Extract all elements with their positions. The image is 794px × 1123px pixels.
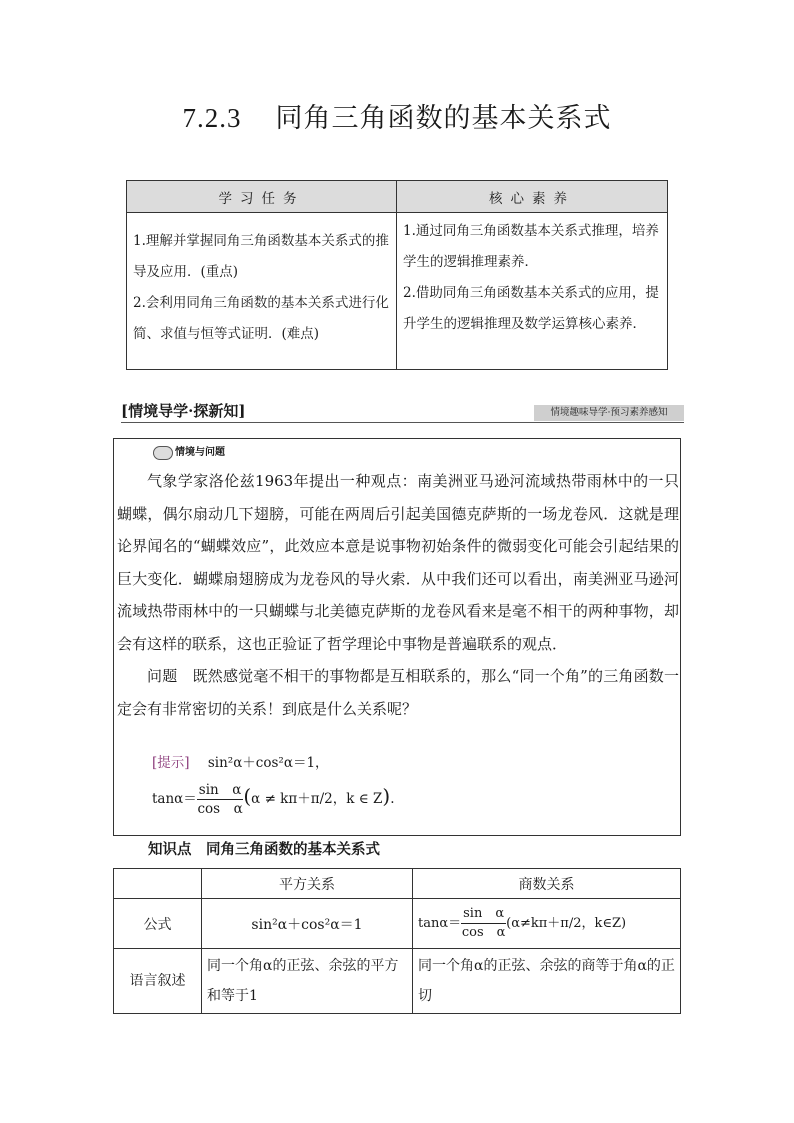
numerator: sin α [461,905,506,924]
section-header [121,400,684,422]
relation-table [113,868,681,1014]
section-number: 7.2.3 [182,103,242,133]
row-label-formula: 公式 [114,899,202,949]
fraction [461,905,506,942]
tan-prefix: tanα＝ [418,916,462,931]
condition: α ≠ kπ＋π/2，k ∈ Z [251,791,383,807]
task-table [126,180,668,370]
fraction [197,781,244,818]
scenario-badge [153,444,225,462]
square-formula: sin²α＋cos²α＝1 [202,899,413,949]
task-item: 2.会利用同角三角函数的基本关系式进行化简、求值与恒等式证明．(难点) [133,295,389,342]
numerator: sin α [198,782,242,798]
question-paragraph: 问题 既然感觉毫不相干的事物都是互相联系的，那么“同一个角”的三角函数一定会有非常密切的关系！到底是什么关系呢？ [117,667,679,718]
hint-tan-formula: tanα＝ $\frac{\text{sin α}}{\text{cos α}}$ (α ≠ kπ＋π/2，k ∈ Z). [152,782,395,817]
header-core-literacy: 核心素养 [397,181,668,213]
row-label-description: 语言叙述 [114,949,202,1014]
denominator: cos α [197,801,243,817]
page-title [0,96,794,135]
knowledge-point-title: 知识点 同角三角函数的基本关系式 [148,841,380,858]
badge-label: 情境与问题 [175,447,225,458]
quotient-description: 同一个角α的正弦、余弦的商等于角α的正切 [413,949,681,1014]
hint-label: [提示] [152,755,190,771]
core-literacy-cell [397,213,668,370]
task-item: 1.理解并掌握同角三角函数基本关系式的推导及应用．(重点) [133,233,389,280]
literacy-item: 1.通过同角三角函数基本关系式推理，培养学生的逻辑推理素养． [403,223,659,270]
learning-tasks-cell [127,213,397,370]
condition: (α≠kπ＋π/2，k∈Z) [506,916,627,931]
section-heading: [情境导学·探新知] [121,402,246,420]
literacy-item: 2.借助同角三角函数基本关系式的应用，提升学生的逻辑推理及数学运算核心素养． [403,285,659,332]
scenario-box [113,438,681,836]
section-tag: 情境趣味导学·预习素养感知 [534,405,684,421]
hint-formula: sin²α＋cos²α＝1， [207,755,329,771]
header-empty [114,869,202,899]
header-learning-tasks: 学习任务 [127,181,397,213]
leaf-icon [153,446,173,460]
square-description: 同一个角α的正弦、余弦的平方和等于1 [202,949,413,1014]
hint-line [152,751,329,771]
tan-prefix: tanα＝ [152,791,197,807]
divider [121,422,684,423]
denominator: cos α [461,925,506,940]
title-text: 同角三角函数的基本关系式 [275,103,612,134]
header-quotient: 商数关系 [413,869,681,899]
header-square: 平方关系 [202,869,413,899]
quotient-formula-cell [413,899,681,949]
story-paragraph: 气象学家洛伦兹1963年提出一种观点：南美洲亚马逊河流域热带雨林中的一只蝴蝶，偶尔扇动几下翅膀，可能在两周后引起美国德克萨斯的一场龙卷风．这就是理论界闻名的“蝴蝶效应”，此效应本意是说事物初始条件的微弱变化可能会引起结果的巨大变化．蝴蝶扇翅膀成为龙卷风的导火索．从中我们还可以看出，南美洲亚马逊河流域热带雨林中的一只蝴蝶与北美德克萨斯的龙卷风看来是毫不相干的两种事物，却会有这样的联系，这也正验证了哲学理论中事物是普遍联系的观点． [117,472,679,653]
